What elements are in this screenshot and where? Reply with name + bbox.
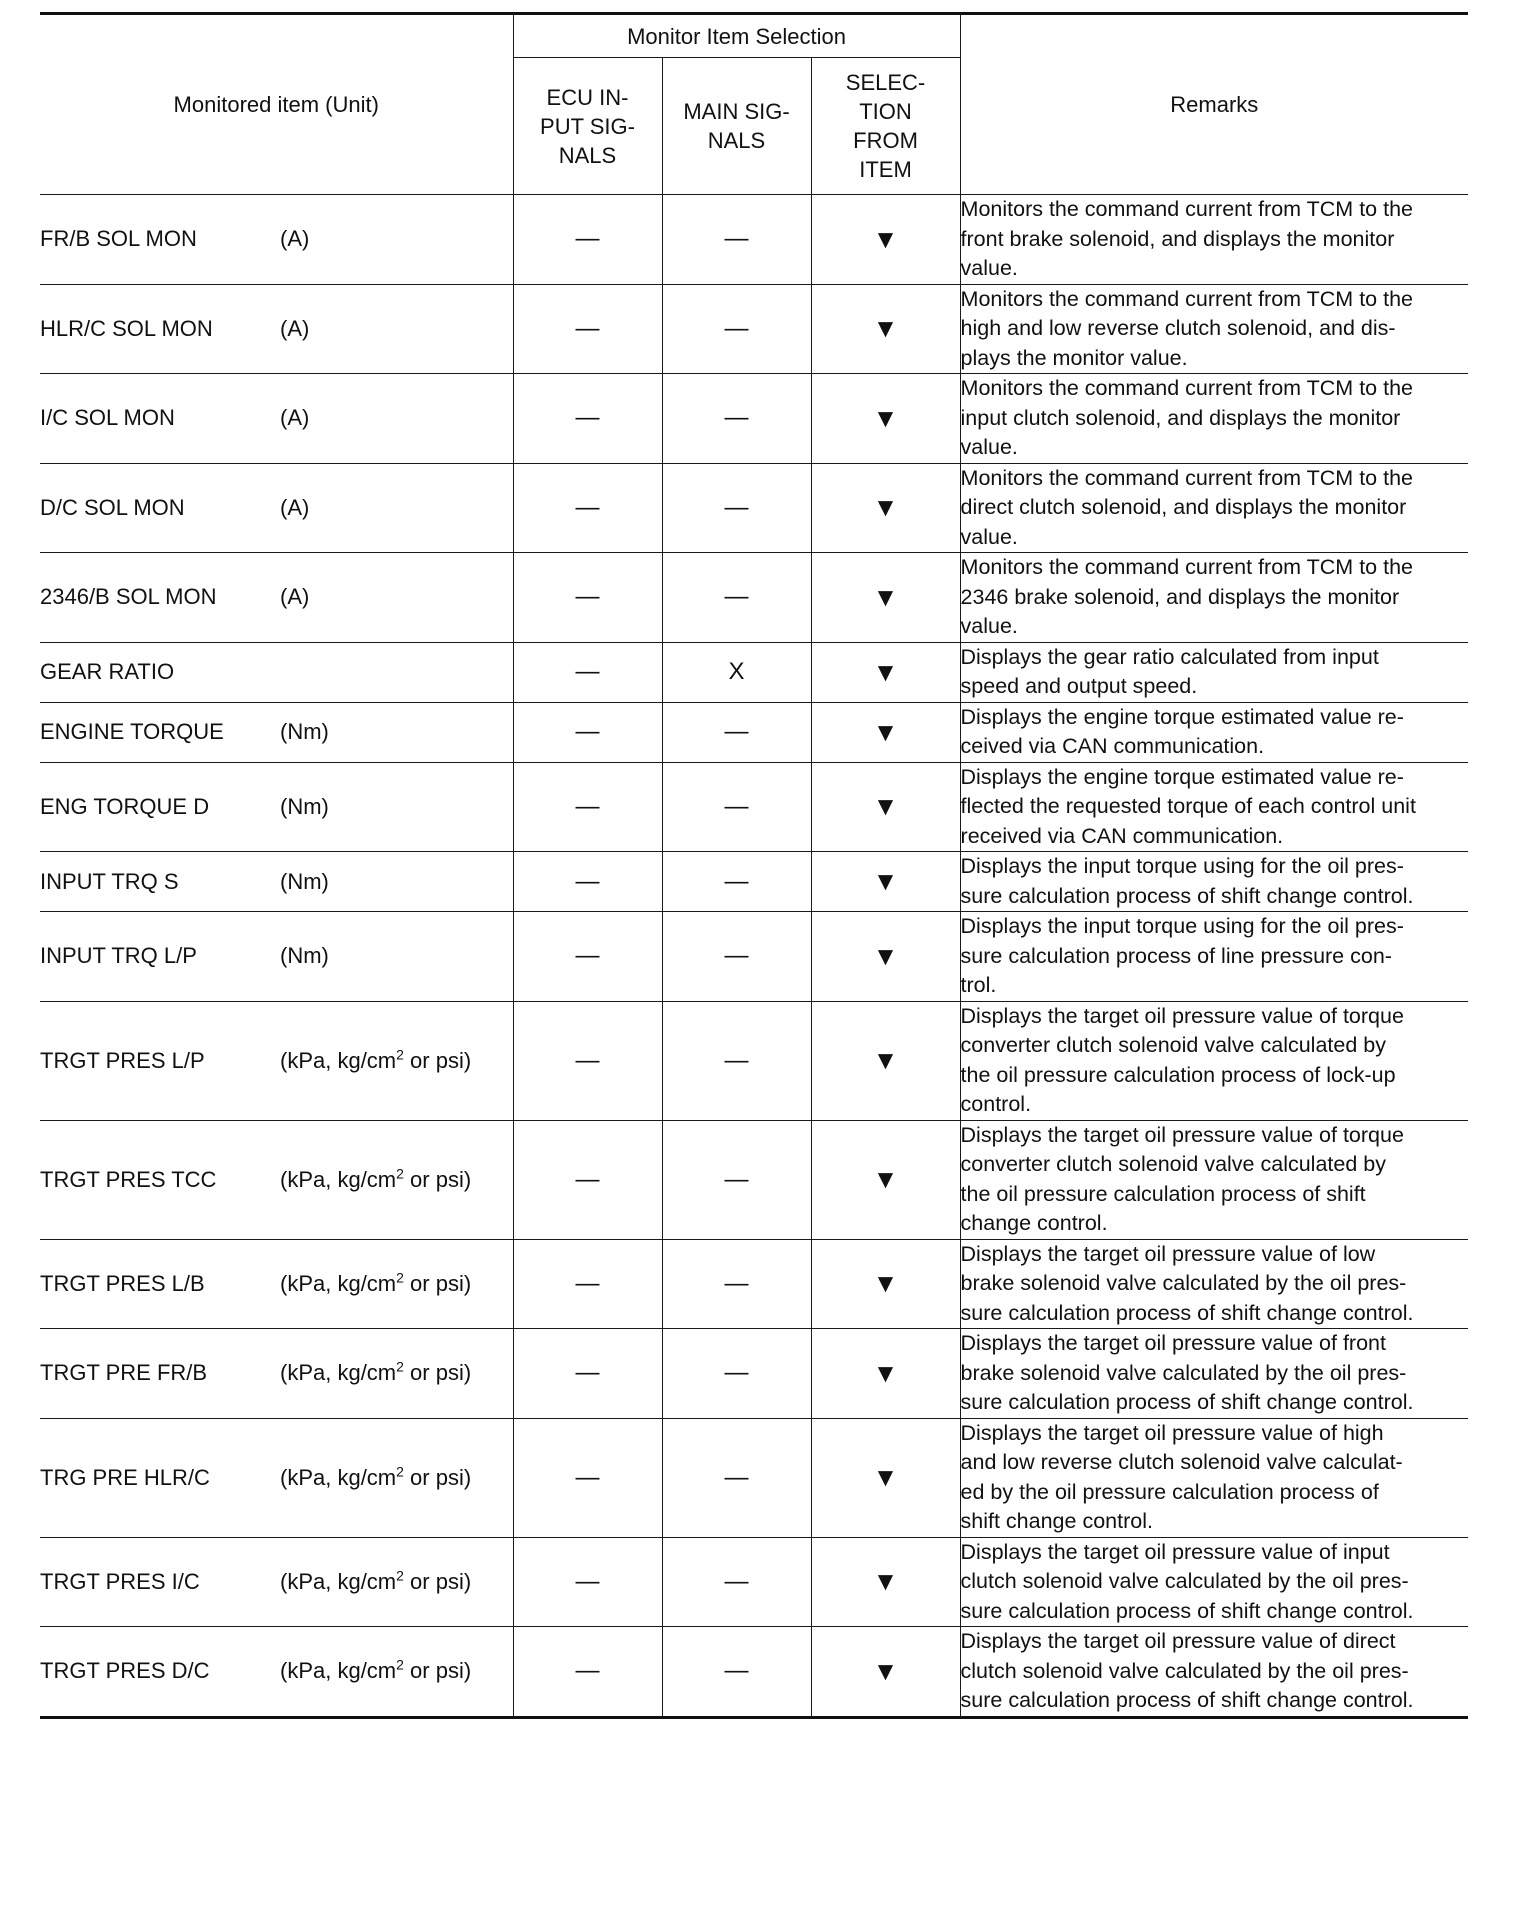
selection-mark: ▼ [811,1418,960,1537]
table-row [40,702,1468,762]
item-unit: (Nm) [280,943,329,969]
ecu-input-mark: — [513,284,662,374]
item-unit: (A) [280,405,310,431]
remarks-cell: Monitors the command current from TCM to the high and low reverse clutch solenoid, and dis- plays the monitor value. [960,284,1468,374]
monitored-item-cell [40,1120,513,1239]
remarks-cell: Displays the target oil pressure value of front brake solenoid valve calculated by the oil pres- sure calculation process of shift change control. [960,1329,1468,1419]
item-unit: (kPa, $kg/cm^2$ or psi) [280,1165,472,1192]
remarks-cell: Displays the engine torque estimated value re- ceived via CAN communication. [960,702,1468,762]
item-name: TRGT PRES L/B [40,1270,205,1296]
remarks-header: Remarks [960,14,1468,195]
table-row [40,195,1468,285]
item-unit: (A) [280,494,310,520]
monitored-item-cell [40,762,513,852]
main-signal-mark: — [662,1627,811,1718]
main-signal-mark: — [662,1329,811,1419]
remarks-cell: Displays the target oil pressure value of torque converter clutch solenoid valve calculated by the oil pressure calculation process of shift change control. [960,1120,1468,1239]
selection-mark: ▼ [811,852,960,912]
table-row [40,1001,1468,1120]
item-name: TRG PRE HLR/C [40,1464,210,1490]
item-name: 2346/B SOL MON [40,584,217,610]
monitored-item-cell [40,553,513,643]
remarks-cell: Displays the input torque using for the oil pres- sure calculation process of line pressure con- trol. [960,912,1468,1002]
selection-from-item-header: SELEC- TION FROM ITEM [811,58,960,195]
item-unit: (kPa, $kg/cm^2$ or psi) [280,1046,472,1073]
table-body [40,195,1468,1718]
selection-mark: ▼ [811,1329,960,1419]
table-row [40,374,1468,464]
ecu-input-mark: — [513,642,662,702]
ecu-input-mark: — [513,1418,662,1537]
selection-mark: ▼ [811,1120,960,1239]
item-name: INPUT TRQ L/P [40,943,197,969]
remarks-cell: Monitors the command current from TCM to the front brake solenoid, and displays the monitor value. [960,195,1468,285]
item-unit: (kPa, $kg/cm^2$ or psi) [280,1567,472,1594]
ecu-input-mark: — [513,374,662,464]
monitor-item-table [40,12,1468,1719]
ecu-input-mark: — [513,1329,662,1419]
item-unit: (A) [280,584,310,610]
monitored-item-cell [40,912,513,1002]
main-signal-mark: — [662,1001,811,1120]
selection-mark: ▼ [811,284,960,374]
item-name: ENG TORQUE D [40,793,210,819]
item-unit: (A) [280,315,310,341]
selection-mark: ▼ [811,1537,960,1627]
ecu-input-mark: — [513,762,662,852]
selection-mark: ▼ [811,912,960,1002]
item-name: TRGT PRES TCC [40,1166,217,1192]
item-unit: (A) [280,226,310,252]
main-signal-mark: — [662,1418,811,1537]
table-row [40,553,1468,643]
item-name: GEAR RATIO [40,659,175,684]
item-unit: (kPa, $kg/cm^2$ or psi) [280,1463,472,1490]
table-row [40,1120,1468,1239]
monitor-item-selection-header: Monitor Item Selection [513,14,960,58]
monitored-item-cell [40,1001,513,1120]
remarks-cell: Displays the target oil pressure value of direct clutch solenoid valve calculated by the oil pres- sure calculation process of shift change control. [960,1627,1468,1718]
main-signal-mark: — [662,463,811,553]
monitored-item-cell [40,642,513,702]
item-name: TRGT PRES I/C [40,1568,200,1594]
ecu-input-mark: — [513,912,662,1002]
item-name: HLR/C SOL MON [40,315,213,341]
main-signal-mark: — [662,374,811,464]
remarks-cell: Monitors the command current from TCM to the direct clutch solenoid, and displays the monitor value. [960,463,1468,553]
selection-mark: ▼ [811,195,960,285]
item-name: TRGT PRE FR/B [40,1360,208,1386]
monitored-item-cell [40,852,513,912]
ecu-input-mark: — [513,1537,662,1627]
item-name: TRGT PRES L/P [40,1047,205,1073]
monitored-item-cell [40,702,513,762]
monitored-item-cell [40,284,513,374]
monitored-item-cell [40,1418,513,1537]
monitored-item-cell [40,1627,513,1718]
selection-mark: ▼ [811,463,960,553]
selection-mark: ▼ [811,762,960,852]
table-row [40,642,1468,702]
remarks-cell: Displays the target oil pressure value of input clutch solenoid valve calculated by the oil pres- sure calculation process of shift change control. [960,1537,1468,1627]
item-name: INPUT TRQ S [40,868,179,894]
table-row [40,1627,1468,1718]
remarks-cell: Displays the input torque using for the oil pres- sure calculation process of shift change control. [960,852,1468,912]
table-row [40,284,1468,374]
table-row [40,463,1468,553]
remarks-cell: Displays the gear ratio calculated from input speed and output speed. [960,642,1468,702]
remarks-cell: Monitors the command current from TCM to the input clutch solenoid, and displays the monitor value. [960,374,1468,464]
main-signal-mark: — [662,852,811,912]
main-signal-mark: — [662,1239,811,1329]
table-row [40,1537,1468,1627]
monitored-item-cell [40,1329,513,1419]
item-name: I/C SOL MON [40,405,175,431]
remarks-cell: Monitors the command current from TCM to the 2346 brake solenoid, and displays the monitor value. [960,553,1468,643]
ecu-input-signals-header: ECU IN- PUT SIG- NALS [513,58,662,195]
main-signal-mark: — [662,195,811,285]
selection-mark: ▼ [811,1001,960,1120]
main-signal-mark: — [662,912,811,1002]
main-signal-mark: X [662,642,811,702]
item-name: FR/B SOL MON [40,226,197,252]
table-header [40,14,1468,195]
main-signal-mark: — [662,1120,811,1239]
item-unit: (kPa, $kg/cm^2$ or psi) [280,1358,472,1386]
monitored-item-cell [40,463,513,553]
table-row [40,1329,1468,1419]
monitored-item-header: Monitored item (Unit) [40,14,513,195]
monitored-item-cell [40,195,513,285]
item-name: ENGINE TORQUE [40,719,224,744]
remarks-cell: Displays the target oil pressure value of high and low reverse clutch solenoid valve calculat- ed by the oil pressure calculation process of shift change control. [960,1418,1468,1537]
ecu-input-mark: — [513,195,662,285]
main-signal-mark: — [662,762,811,852]
main-signals-header: MAIN SIG- NALS [662,58,811,195]
ecu-input-mark: — [513,463,662,553]
ecu-input-mark: — [513,702,662,762]
item-unit: (Nm) [280,793,329,819]
main-signal-mark: — [662,284,811,374]
table-row [40,762,1468,852]
monitored-item-cell [40,374,513,464]
item-unit: (Nm) [280,719,329,744]
selection-mark: ▼ [811,642,960,702]
selection-mark: ▼ [811,702,960,762]
table-row [40,1418,1468,1537]
table-row [40,852,1468,912]
table-row [40,912,1468,1002]
remarks-cell: Displays the engine torque estimated value re- flected the requested torque of each control unit received via CAN communication. [960,762,1468,852]
item-name: TRGT PRES D/C [40,1658,210,1684]
remarks-cell: Displays the target oil pressure value of low brake solenoid valve calculated by the oil pres- sure calculation process of shift change control. [960,1239,1468,1329]
monitored-item-cell [40,1239,513,1329]
item-unit: (Nm) [280,868,329,894]
ecu-input-mark: — [513,1001,662,1120]
main-signal-mark: — [662,1537,811,1627]
main-signal-mark: — [662,702,811,762]
selection-mark: ▼ [811,1627,960,1718]
main-signal-mark: — [662,553,811,643]
ecu-input-mark: — [513,1120,662,1239]
ecu-input-mark: — [513,1239,662,1329]
selection-mark: ▼ [811,374,960,464]
table-row [40,1239,1468,1329]
item-name: D/C SOL MON [40,494,185,520]
ecu-input-mark: — [513,1627,662,1718]
selection-mark: ▼ [811,553,960,643]
item-unit: (kPa, $kg/cm^2$ or psi) [280,1656,472,1684]
selection-mark: ▼ [811,1239,960,1329]
item-unit: (kPa, $kg/cm^2$ or psi) [280,1269,472,1296]
ecu-input-mark: — [513,852,662,912]
monitored-item-cell [40,1537,513,1627]
remarks-cell: Displays the target oil pressure value of torque converter clutch solenoid valve calculated by the oil pressure calculation process of lock-up control. [960,1001,1468,1120]
ecu-input-mark: — [513,553,662,643]
